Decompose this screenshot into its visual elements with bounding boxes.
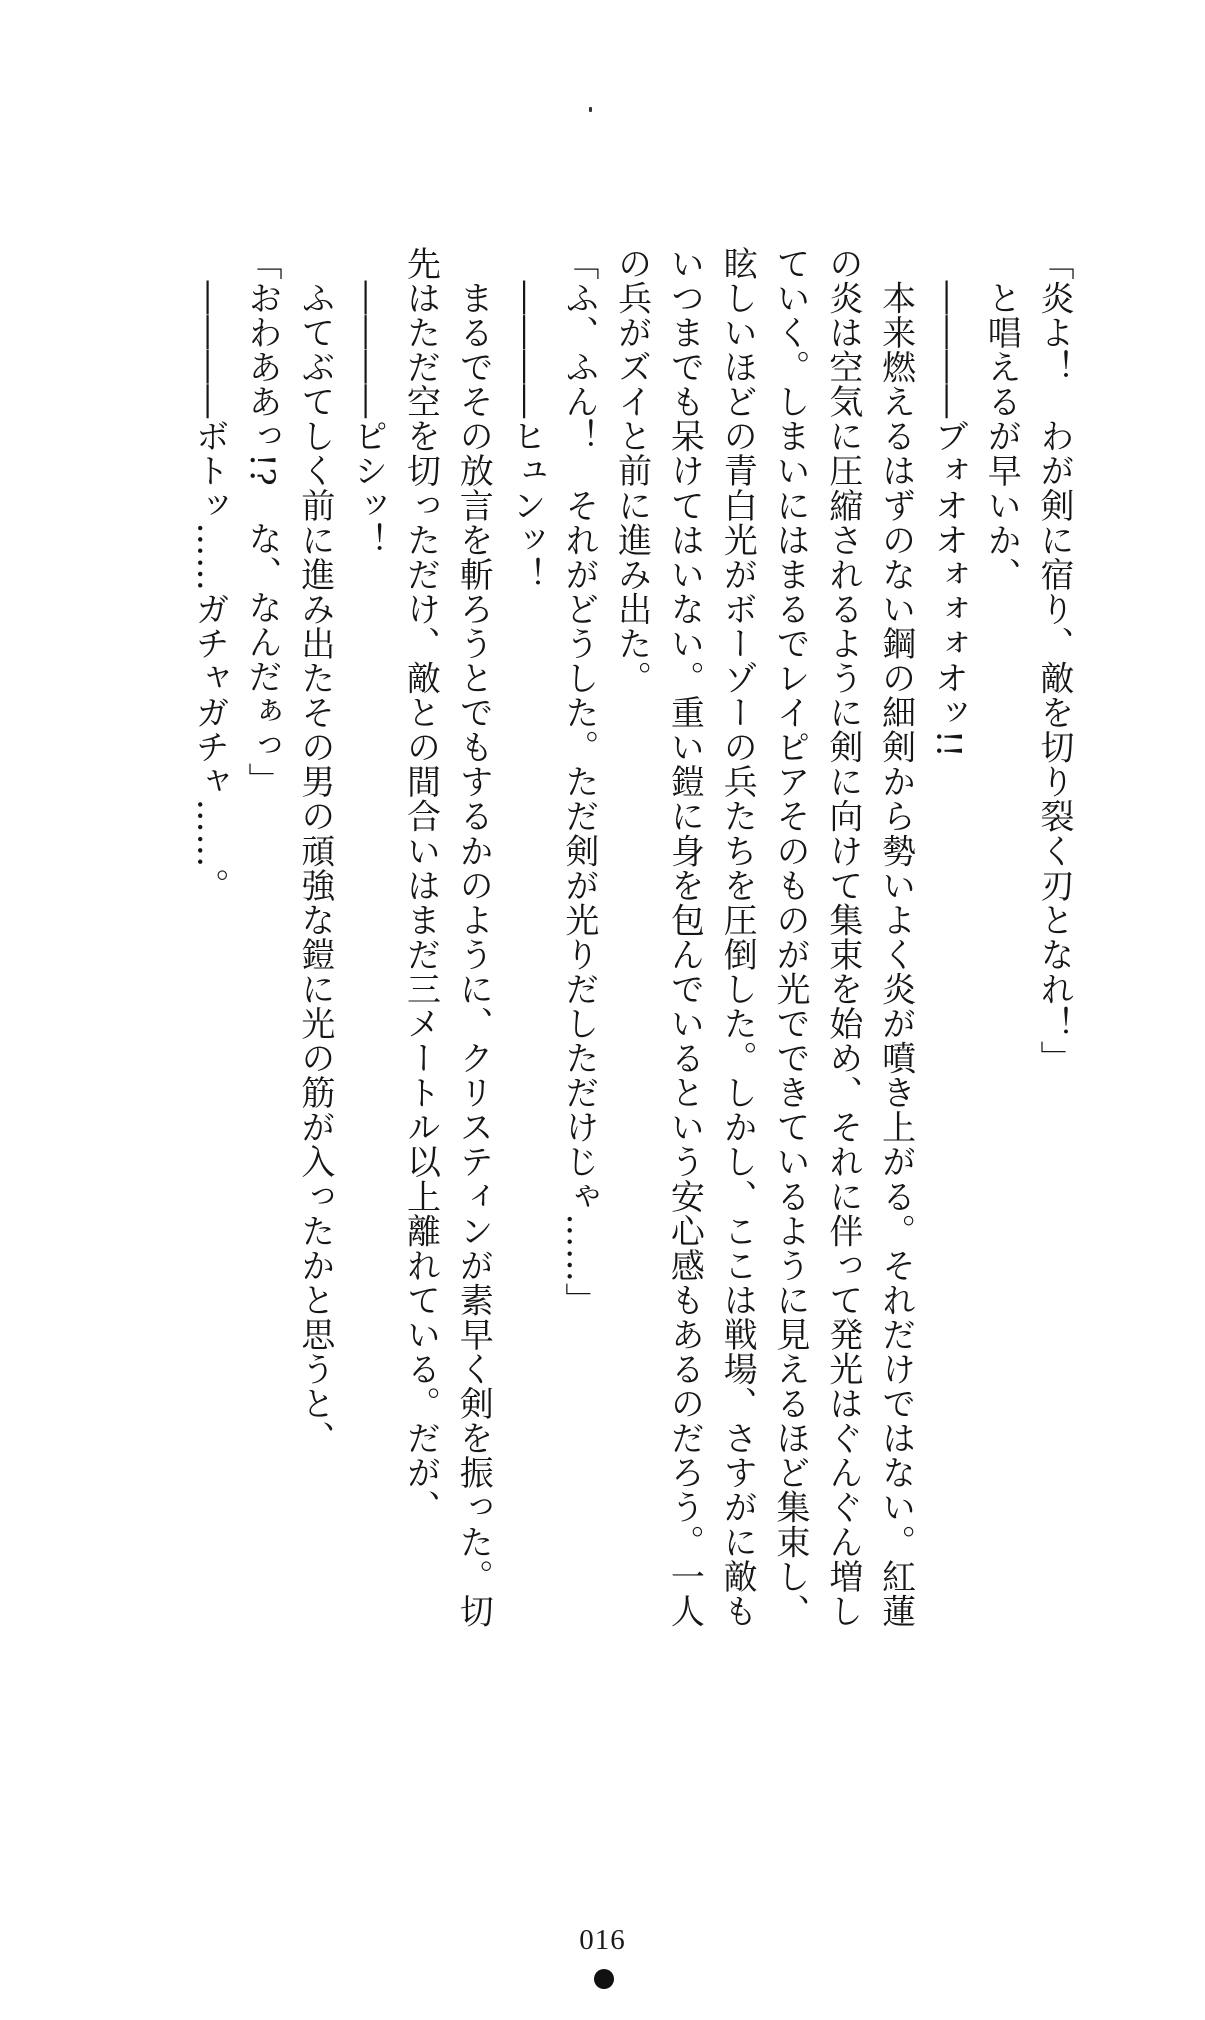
text-line: ていく。しまいにはまるでレイピアそのものが光でできているように見えるほど集束し、 <box>770 246 811 1628</box>
text-line: の兵がズイと前に進み出た。 <box>611 246 652 696</box>
text-line: 「おわああっ!? な、なんだぁっ」 <box>242 246 283 798</box>
text-line: 本来燃えるはずのない鋼の細剣から勢いよく炎が噴き上がる。それだけではない。紅蓮 <box>875 246 916 1628</box>
text-line: いつまでも呆けてはいない。重い鎧に身を包んでいるという安心感もあるのだろう。一人 <box>664 246 705 1628</box>
text-line: ――――ブォオオォォォオッ!! <box>928 246 969 759</box>
vertical-text-block <box>182 246 1080 1806</box>
text-line: の炎は空気に圧縮されるように剣に向けて集束を始め、それに伴って発光はぐんぐん増し <box>822 246 863 1628</box>
page-marker-dot <box>594 1969 614 1989</box>
text-line: 先はただ空を切っただけ、敵との間合いはまだ三メートル以上離れている。だが、 <box>400 246 441 1525</box>
text-line: ――――ヒュンッ！ <box>506 246 547 592</box>
text-line: まるでその放言を斬ろうとでもするかのように、クリスティンが素早く剣を振った。切 <box>453 246 494 1628</box>
text-line: 「炎よ！ わが剣に宿り、敵を切り裂く刃となれ！」 <box>1034 246 1074 1076</box>
text-line: 「ふ、ふん！ それがどうした。ただ剣が光りだしただけじゃ……」 <box>558 246 599 1318</box>
scan-speck <box>589 107 592 112</box>
text-line: 眩しいほどの青白光がボーゾーの兵たちを圧倒した。しかし、ここは戦場、さすがに敵も <box>717 246 758 1628</box>
text-line: ――――ピシッ！ <box>347 246 388 557</box>
text-line: と唱えるが早いか、 <box>981 246 1022 592</box>
page-number: 016 <box>579 1924 626 1956</box>
text-line: ふてぶてしく前に進み出たその男の頑強な鎧に光の筋が入ったかと思うと、 <box>294 246 335 1456</box>
text-line: ――――ボトッ……ガチャガチャ……。 <box>189 246 230 903</box>
